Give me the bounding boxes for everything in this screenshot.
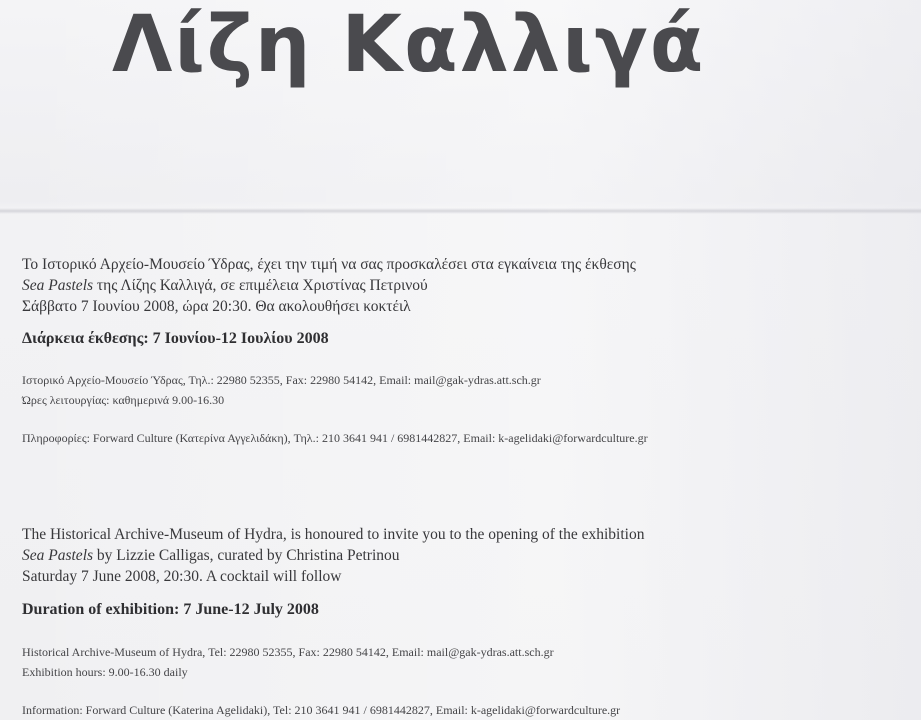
greek-contact-block	[22, 370, 902, 410]
greek-intro-line2	[22, 275, 902, 296]
greek-contact: Ιστορικό Αρχείο-Μουσείο Ύδρας, Τηλ.: 22980 52355, Fax: 22980 54142, Email: mail@gak-ydras.att.sch.gr	[22, 373, 541, 387]
english-intro-line1: The Historical Archive-Museum of Hydra, is honoured to invite you to the opening of the exhibition	[22, 526, 645, 543]
artist-title: Λίζη Καλλιγά	[112, 0, 706, 90]
paper-fold	[0, 208, 921, 214]
greek-intro-line1: Το Ιστορικό Αρχείο-Μουσείο Ύδρας, έχει την τιμή να σας προσκαλέσει στα εγκαίνεια της έκθεσης	[22, 256, 636, 273]
greek-hours: Ώρες λειτουργίας: καθημερινά 9.00-16.30	[22, 393, 225, 407]
greek-info: Πληροφορίες: Forward Culture (Κατερίνα Αγγελιδάκη), Τηλ.: 210 3641 941 / 6981442827, Email: k-agelidaki@forwardculture.gr	[22, 431, 648, 445]
greek-intro-line3: Σάββατο 7 Ιουνίου 2008, ώρα 20:30. Θα ακολουθήσει κοκτέιλ	[22, 298, 411, 315]
english-exhibition-title: Sea Pastels	[22, 547, 94, 564]
english-invitation-text	[22, 524, 902, 587]
english-intro-line2-rest: by Lizzie Calligas, curated by Christina Petrinou	[93, 547, 400, 564]
english-contact-block	[22, 642, 902, 682]
english-intro-line3: Saturday 7 June 2008, 20:30. A cocktail will follow	[22, 568, 342, 585]
english-intro-line2	[22, 545, 902, 566]
greek-invitation-text	[22, 254, 902, 317]
english-hours: Exhibition hours: 9.00-16.30 daily	[22, 665, 188, 679]
english-duration: Duration of exhibition: 7 June-12 July 2008	[22, 601, 319, 618]
english-info: Information: Forward Culture (Katerina Agelidaki), Tel: 210 3641 941 / 6981442827, Email: k-agelidaki@forwardculture.gr	[22, 703, 621, 717]
greek-duration: Διάρκεια έκθεσης: 7 Ιουνίου-12 Ιουλίου 2008	[22, 330, 329, 347]
greek-exhibition-title: Sea Pastels	[22, 277, 94, 294]
greek-intro-line2-rest: της Λίζης Καλλιγά, σε επιμέλεια Χριστίνας Πετρινού	[93, 277, 428, 294]
english-contact: Historical Archive-Museum of Hydra, Tel: 22980 52355, Fax: 22980 54142, Email: mail@gak-ydras.att.sch.gr	[22, 645, 554, 659]
